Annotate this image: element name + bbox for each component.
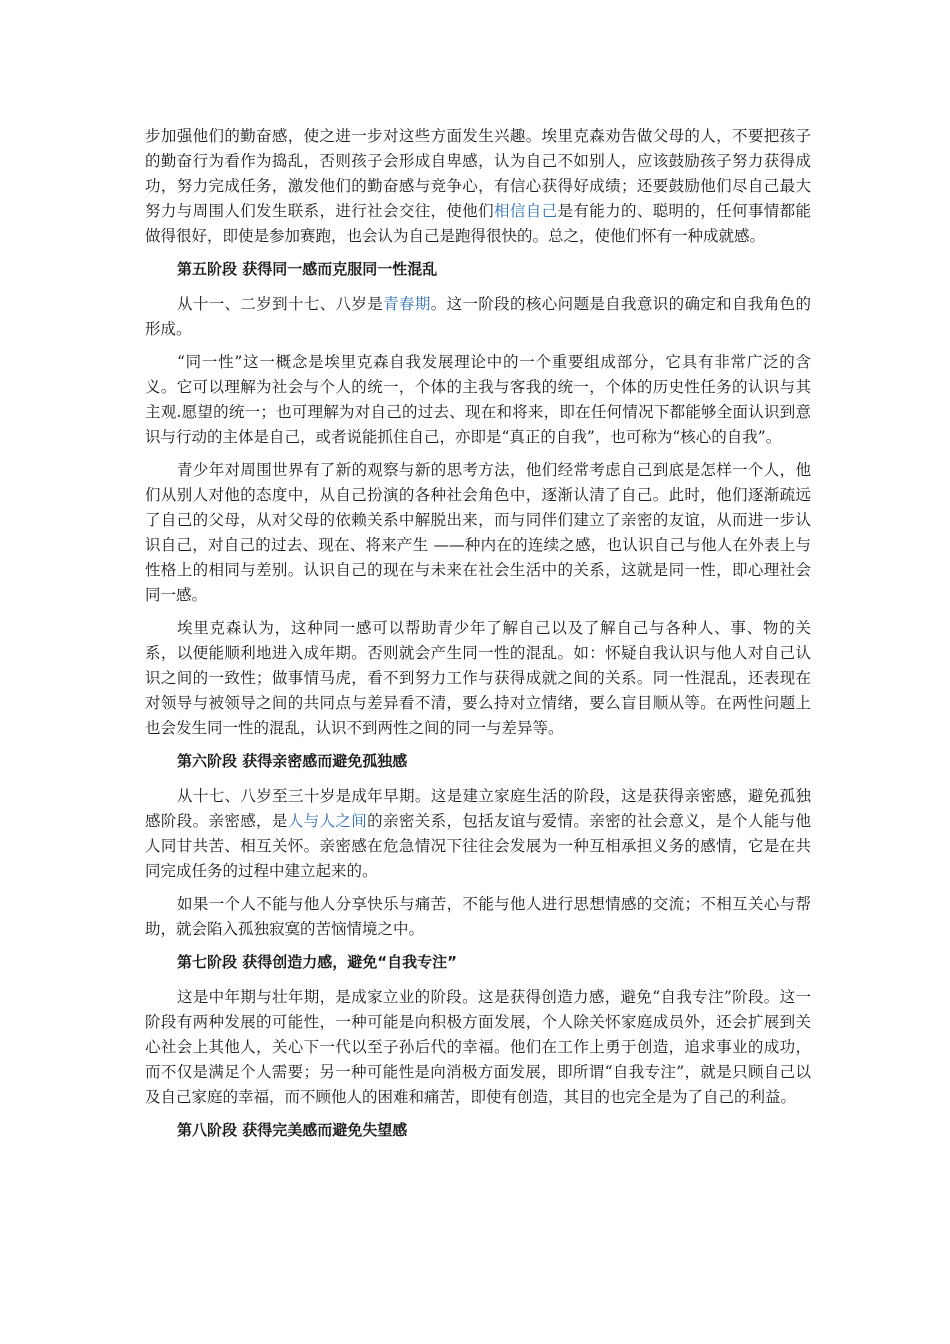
paragraph-identity-confusion: 埃里克森认为，这种同一感可以帮助青少年了解自己以及了解自己与各种人、事、物的关系，以便能顺利地进入成年期。否则就会产生同一性的混乱。如：怀疑自我认识与他人对自己认识之间的一致性；做事情马虎，看不到努力工作与获得成就之间的关系。同一性混乱，还表现在对领导与被领导之间的共同点与差异看不清，要么持对立情绪，要么盲目顺从等。在两性问题上也会发生同一性的混乱，认识不到两性之间的同一与差异等。 bbox=[145, 619, 811, 737]
link-believe-self[interactable]: 相信自己 bbox=[494, 202, 558, 220]
paragraph-generativity: 这是中年期与壮年期，是成家立业的阶段。这是获得创造力感，避免“自我专注”阶段。这一阶段有两种发展的可能性，一种可能是向积极方面发展，个人除关怀家庭成员外，还会扩展到关心社会上其他人，关心下一代以至子孙后代的幸福。他们在工作上勇于创造，追求事业的成功，而不仅是满足个人需要；另一种可能性是向消极方面发展，即所谓“自我专注”，就是只顾自己以及自己家庭的幸福，而不顾他人的困难和痛苦，即使有创造，其目的也完全是为了自己的利益。 bbox=[145, 988, 811, 1106]
paragraph-youth-observation: 青少年对周围世界有了新的观察与新的思考方法，他们经常考虑自己到底是怎样一个人，他们从别人对他的态度中，从自己扮演的各种社会角色中，逐渐认清了自己。此时，他们逐渐疏远了自己的父母，从对父母的依赖关系中解脱出来，而与同伴们建立了亲密的友谊，从而进一步认识自己，对自己的过去、现在、将来产生 ——种内在的连续之感，也认识自己与他人在外表上与性格上的相同与差别。认识自己的现在与未来在社会生活中的关系，这就是同一性，即心理社会同一感。 bbox=[145, 461, 811, 604]
link-interpersonal[interactable]: 人与人之间 bbox=[287, 812, 368, 830]
link-adolescence[interactable]: 青春期 bbox=[383, 295, 431, 313]
paragraph-adolescence: 从十一、二岁到十七、八岁是青春期。这一阶段的核心问题是自我意识的确定和自我角色的形成。 bbox=[145, 295, 811, 338]
document-body bbox=[145, 124, 811, 1153]
heading-stage-7: 第七阶段 获得创造力感，避免“自我专注” bbox=[177, 953, 457, 971]
paragraph-diligence: 步加强他们的勤奋感，使之进一步对这些方面发生兴趣。埃里克森劝告做父母的人，不要把孩子的勤奋行为看作为捣乱，否则孩子会形成自卑感，认为自己不如别人，应该鼓励孩子努力获得成功，努力完成任务，激发他们的勤奋感与竞争心，有信心获得好成绩；还要鼓励他们尽自己最大努力与周围人们发生联系，进行社会交往，使他们相信自己是有能力的、聪明的，任何事情都能做得很好，即使是参加赛跑，也会认为自己是跑得很快的。总之，使他们怀有一种成就感。 bbox=[145, 127, 811, 245]
paragraph-identity-concept: “同一性”这一概念是埃里克森自我发展理论中的一个重要组成部分，它具有非常广泛的含义。它可以理解为社会与个人的统一，个体的主我与客我的统一，个体的历史性任务的认识与其主观.愿望的统一；也可理解为对自己的过去、现在和将来，即在任何情况下都能够全面认识到意识与行动的主体是自己，或者说能抓住自己，亦即是“真正的自我”，也可称为“核心的自我”。 bbox=[145, 353, 811, 446]
paragraph-intimacy: 从十七、八岁至三十岁是成年早期。这是建立家庭生活的阶段，这是获得亲密感，避免孤独感阶段。亲密感，是人与人之间的亲密关系，包括友谊与爱情。亲密的社会意义，是个人能与他人同甘共苦、相互关怀。亲密感在危急情况下往往会发展为一种互相承担义务的感情，它是在共同完成任务的过程中建立起来的。 bbox=[145, 787, 811, 880]
heading-stage-5: 第五阶段 获得同一感而克服同一性混乱 bbox=[177, 260, 438, 278]
heading-stage-8: 第八阶段 获得完美感而避免失望感 bbox=[177, 1121, 408, 1139]
heading-stage-6: 第六阶段 获得亲密感而避免孤独感 bbox=[177, 752, 408, 770]
paragraph-isolation: 如果一个人不能与他人分享快乐与痛苦，不能与他人进行思想情感的交流；不相互关心与帮助，就会陷入孤独寂寞的苦恼情境之中。 bbox=[145, 895, 811, 938]
